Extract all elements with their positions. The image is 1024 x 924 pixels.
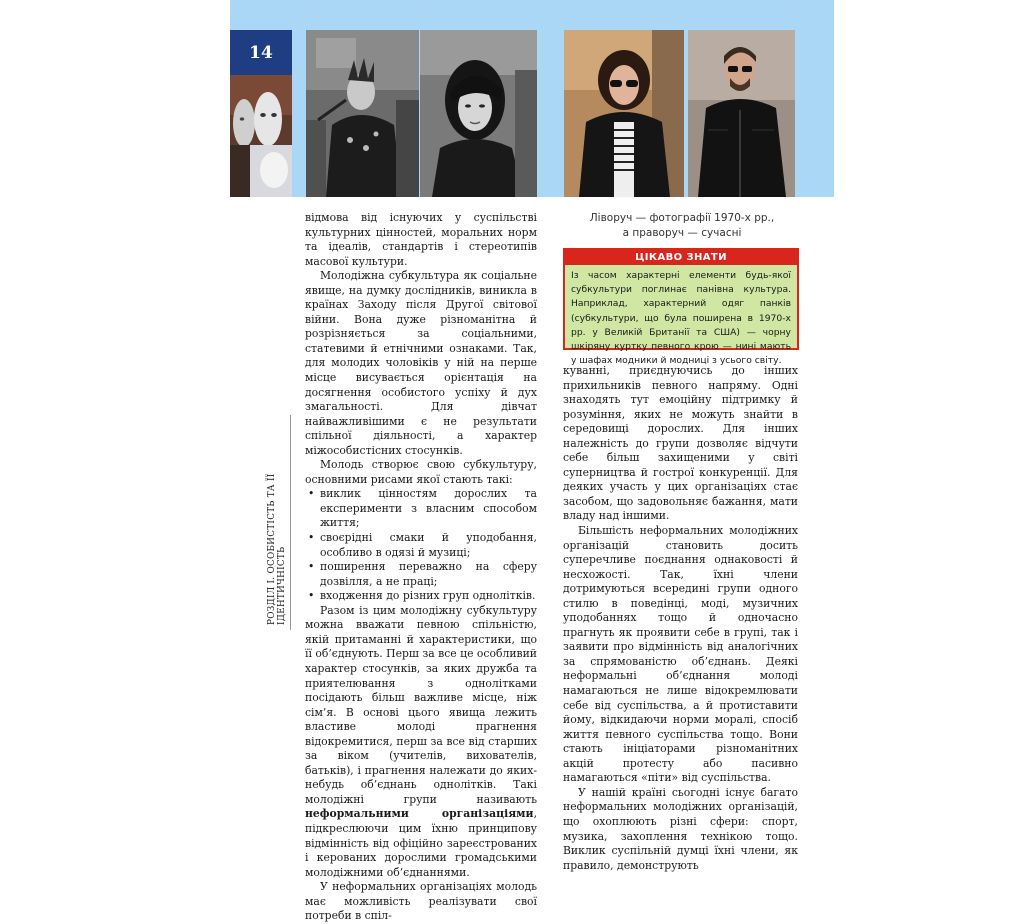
page-number: 14 <box>230 30 292 75</box>
section-title: РОЗДІЛ І. ОСОБИСТІСТЬ ТА ЇЇ ІДЕНТИЧНІСТЬ <box>267 473 287 625</box>
list-item: • поширення переважно на сферу дозвілля, а не праці; <box>305 560 537 589</box>
right-text-column <box>563 364 798 873</box>
paragraph: У нашій країні сьогодні існує багато неформальних молодіжних організацій, що охоплюють різні сфери: спорт, музика, захоплення технікою тощо. Виклик суспільній думці їхні члени, як правило, демонструють <box>563 785 798 872</box>
paragraph: відмова від існуючих у суспільстві культурних цінностей, моральних норм та ідеалів, стандартів і стереотипів масової культури. <box>305 211 537 268</box>
fact-box <box>563 248 799 367</box>
masks-photo <box>230 75 292 197</box>
paragraph: У неформальних організаціях молодь має можливість реалізувати свої потреби в спіл- <box>305 880 537 923</box>
fact-box-text: Із часом характерні елементи будь-якої субкультури поглинає панівна культура. Наприклад, характерний одяг панків (субкультури, що була поширена в 1970-х рр. у Великій Британії та США) — чорну шкіряну куртку певного крою — нині мають у шафах модники й модниці з усього світу. <box>571 270 791 367</box>
modern-man-leather-jacket-photo <box>688 30 795 197</box>
left-text-column <box>305 211 537 924</box>
traits-list <box>305 487 537 603</box>
punk-woman-photo-1970s <box>420 30 537 197</box>
modern-woman-leather-jacket-photo <box>564 30 684 197</box>
caption-line-1: Ліворуч — фотографії 1970-х рр., <box>589 212 775 224</box>
paragraph: Молодіжна субкультура як соціальне явище, на думку дослідників, виникла в країнах Заходу після Другої світової війни. Вона дуже різноманітна й розрізняється за соціальними, статевими й етнічними ознаками. Так, для молодих чоловіків у ній на перше місце висувається орієнтація на досягнення особистого успіху й дух змагальності. Для дівчат найважливішими є не результати спільної діяльності, а характер міжособистісних стосунків. <box>305 269 537 457</box>
punk-man-photo-1970s <box>306 30 419 197</box>
paragraph: куванні, приєднуючись до інших прихильників певного напряму. Одні знаходять тут емоційну підтримку й розуміння, яких не можуть знайти в середовищі дорослих. Для інших належність до групи дозволяє відчути себе більш захищеними у світі суперництва й гострої конкуренції. Для деяких участь у цих організаціях стає засобом, що задовольняє бажання, мати владу над іншими. <box>563 364 798 523</box>
paragraph-text: , підкреслюючи цим їхню принципову відмінність від офіційно зареєстрованих і керованих дорослими громадськими молодіжними об’єднаннями. <box>305 807 537 879</box>
header-band <box>230 0 834 30</box>
section-divider <box>290 415 291 630</box>
paragraph <box>305 604 537 880</box>
paragraph: Молодь створює свою субкультуру, основними рисами якої стають такі: <box>305 458 537 486</box>
fact-box-title: ЦІКАВО ЗНАТИ <box>565 250 797 265</box>
list-item: • входження до різних груп однолітків. <box>305 589 537 604</box>
caption-line-2: а праворуч — сучасні <box>622 227 742 239</box>
textbook-page <box>230 0 834 923</box>
key-term: неформальними організаціями <box>305 807 534 821</box>
list-item: • виклик цінностям дорослих та експерименти з власним способом життя; <box>305 487 537 531</box>
paragraph-text: Разом із цим молодіжну субкультуру можна вважати певною спільністю, якій притаманні й характеристики, що її об’єднують. Перш за все це особливий характер стосунків, за яких дружба та приятелювання з однолітками посідають більш важливе місце, ніж сім’я. В основі цього явища лежить властиве молоді прагнення відокремитися, перш за все від старших за віком (учителів, вихователів, батьків), і прагнення належати до яких-небудь об’єднань однолітків. Такі молодіжні групи називають <box>305 603 537 806</box>
list-item: • своєрідні смаки й уподобання, особливо в одязі й музиці; <box>305 531 537 560</box>
photo-caption <box>566 211 798 241</box>
paragraph: Більшість неформальних молодіжних організацій становить досить суперечливе поєднання однаковості й несхожості. Так, їхні члени дотримуються всередині групи одного стилю в поведінці, моді, музичних уподобаннях тощо й одночасно прагнуть як проявити себе в групі, так і заявити про відмінність від аналогічних за спрямованістю об’єднань. Деякі неформальні об’єднання молоді намагаються не лише відокремлювати себе від суспільства, а й протиставити йому, відкидаючи норми моралі, спосіб життя певного суспільства тощо. Вони стають ініціаторами різноманітних акцій протесту або пасивно намагаються «піти» від суспільства. <box>563 524 798 785</box>
